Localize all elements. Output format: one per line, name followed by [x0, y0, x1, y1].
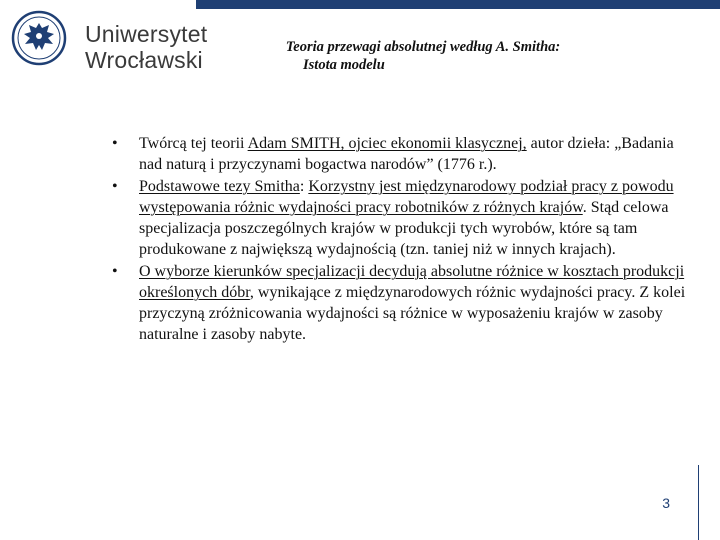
title-line-1: Teoria przewagi absolutnej według A. Smitha: — [285, 39, 561, 55]
bullet-list — [112, 133, 692, 346]
bullet-marker: • — [112, 135, 118, 152]
bullet-marker: • — [112, 263, 118, 280]
bullet-text-segment: Adam SMITH, ojciec ekonomii klasycznej, — [247, 135, 527, 152]
bullet-text-segment: Twórcą tej teorii — [139, 135, 248, 152]
bullet-item — [112, 133, 692, 175]
bullet-text-segment: Korzystny jest międzynarodowy podział pracy z powodu występowania różnic wydajności pracy robotników z różnych krajów — [139, 178, 674, 216]
bullet-marker: • — [112, 178, 118, 195]
title-line-2: Istota modelu — [303, 57, 385, 73]
bullet-text-segment: , wynikające z międzynarodowych różnic wydajności pracy. Z kolei przyczyną zróżnicowania wydajności są różnice w wyposażeniu krajów w zasoby naturalne i zasoby nabyte. — [139, 284, 686, 343]
logo-line-1: Uniwersytet — [85, 21, 208, 47]
bullet-text-segment: O wyborze kierunków specjalizacji decydują absolutne różnice w kosztach produkcji określonych dóbr — [139, 263, 685, 301]
university-eagle-emblem-icon — [11, 10, 67, 66]
slide-title — [208, 38, 638, 74]
footer-divider — [698, 465, 699, 540]
top-accent-bar — [196, 0, 720, 9]
bullet-text-segment: autor dzieła: „Badania nad naturą i przyczynami bogactwa narodów” (1776 r.). — [139, 135, 674, 173]
bullet-text-segment: . Stąd celowa specjalizacja poszczególnych krajów w produkcji tych wyrobów, które są tam produkowane z największą wydajnością (tzn. taniej niż w innych krajach). — [139, 199, 669, 258]
logo-line-2: Wrocławski — [85, 47, 203, 73]
university-logo — [11, 10, 208, 73]
page-number: 3 — [662, 495, 670, 511]
bullet-text-segment: Podstawowe tezy Smitha — [139, 178, 300, 195]
bullet-text-segment: : — [299, 178, 309, 195]
logo-wordmark — [85, 21, 207, 73]
bullet-item — [112, 261, 692, 345]
bullet-item — [112, 176, 692, 260]
